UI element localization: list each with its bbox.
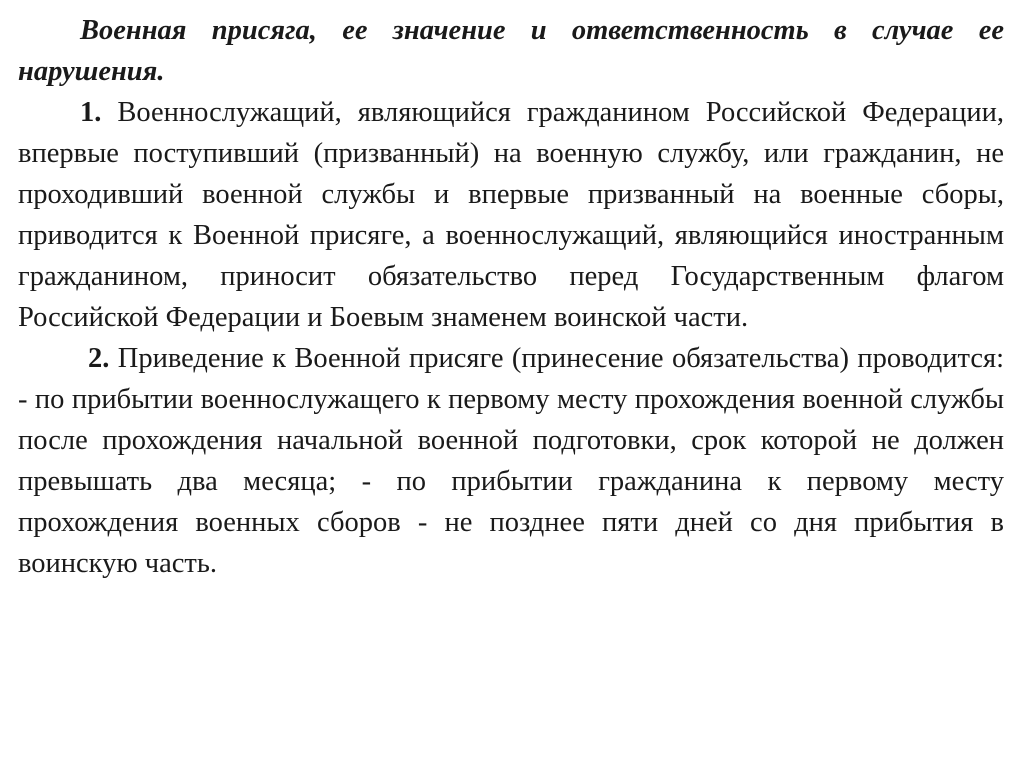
paragraph-1 <box>18 92 1004 338</box>
paragraph-2-number: 2. <box>88 343 110 374</box>
paragraph-2 <box>18 338 1004 584</box>
paragraph-1-number: 1. <box>80 97 102 128</box>
slide-content <box>18 10 1004 584</box>
paragraph-1-text: Военнослужащий, являющийся гражданином Российской Федерации, впервые поступивший (призванный) на военную службу, или гражданин, не проходивший военной службы и впервые призванный на военные сборы, приводится к Военной присяге, а военнослужащий, являющийся иностранным гражданином, приносит обязательство перед Государственным флагом Российской Федерации и Боевым знаменем воинской части. <box>18 97 1004 333</box>
paragraph-2-text: Приведение к Военной присяге (принесение обязательства) проводится: - по прибытии военнослужащего к первому месту прохождения военной службы после прохождения начальной военной подготовки, срок которой не должен превышать два месяца; - по прибытии гражданина к первому месту прохождения военных сборов - не позднее пяти дней со дня прибытия в воинскую часть. <box>18 343 1005 579</box>
slide-title: Военная присяга, ее значение и ответственность в случае ее нарушения. <box>18 15 1004 87</box>
